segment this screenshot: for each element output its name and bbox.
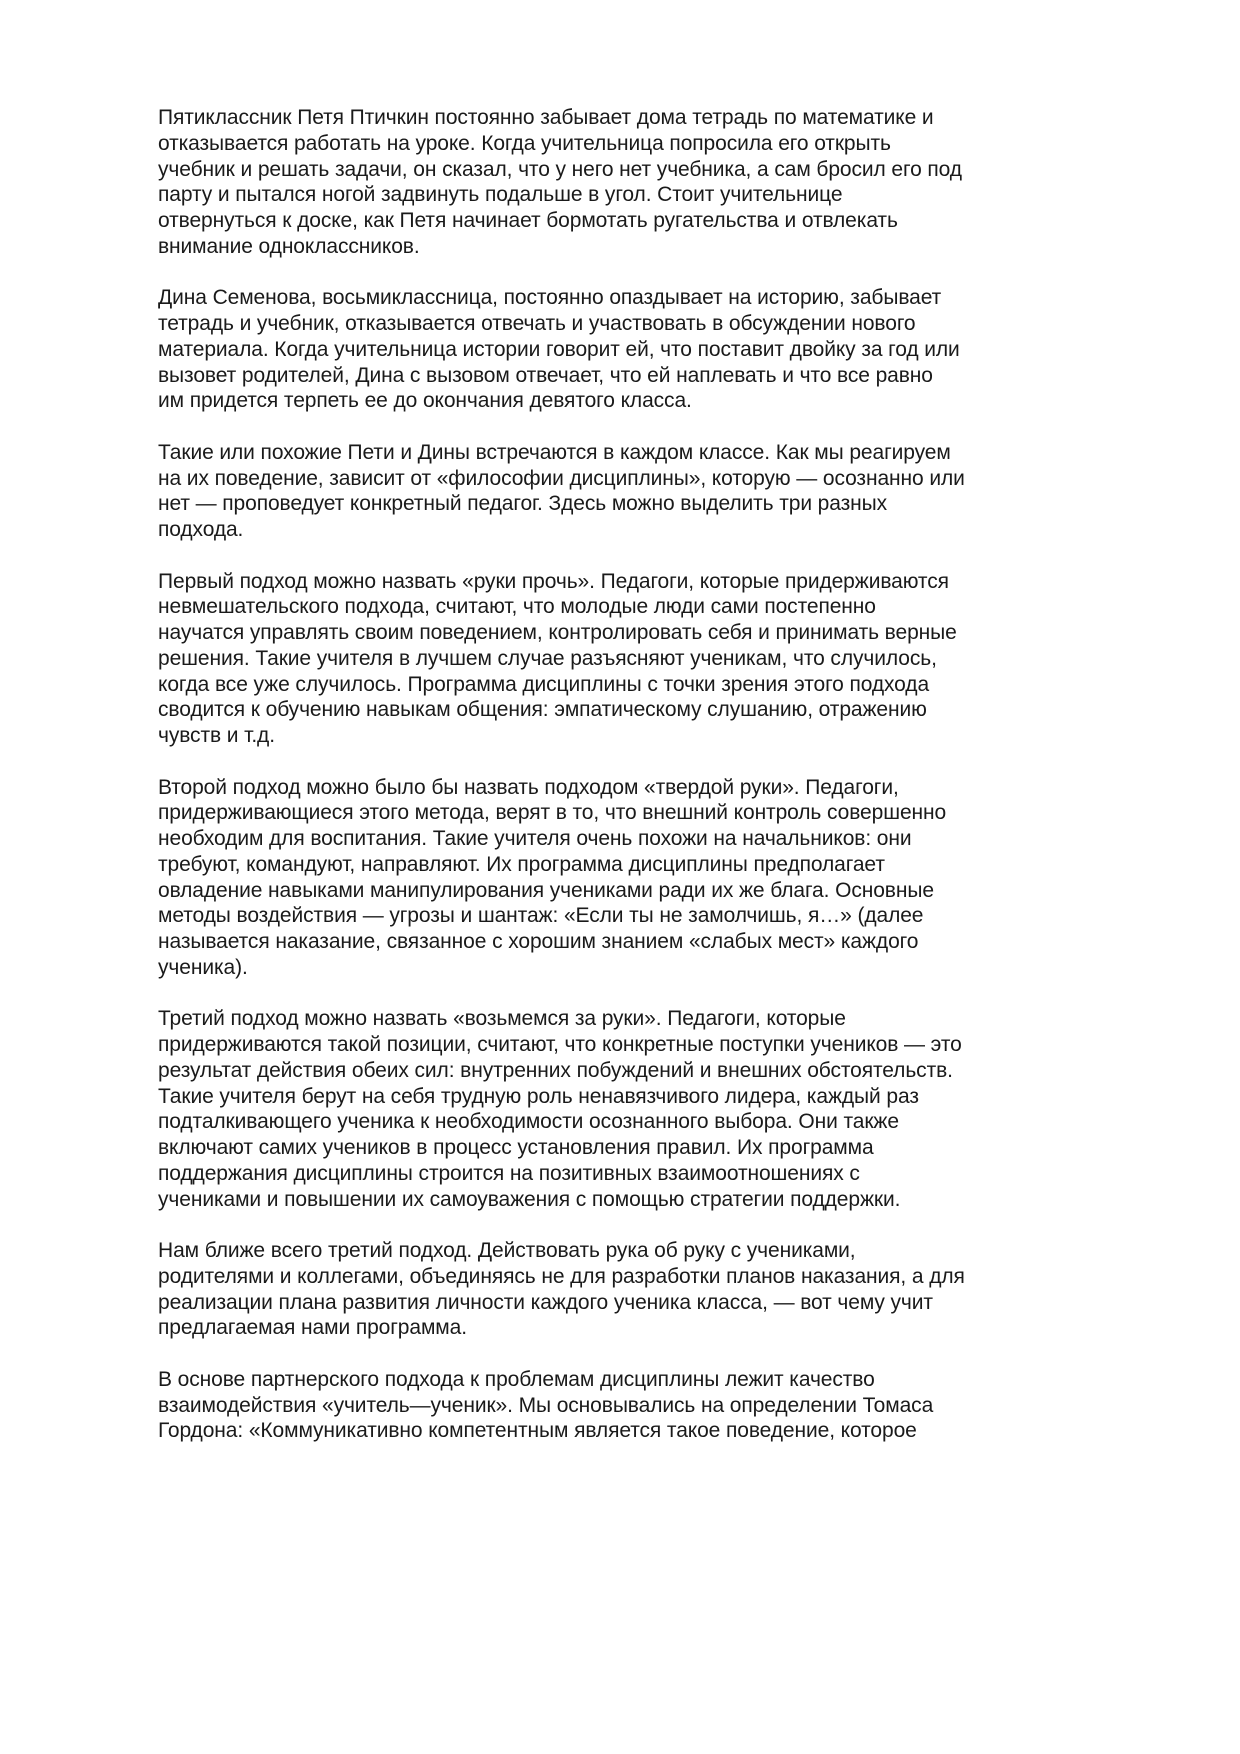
document-page (158, 105, 1158, 1470)
text-line: Гордона: «Коммуникативно компетентным является такое поведение, которое (158, 1419, 917, 1443)
text-line: Такие учителя берут на себя трудную роль ненавязчивого лидера, каждый раз (158, 1084, 919, 1108)
text-line: овладение навыками манипулирования учениками ради их же блага. Основные (158, 878, 934, 902)
text-line: требуют, командуют, направляют. Их программа дисциплины предполагает (158, 852, 885, 876)
text-line: Нам ближе всего третий подход. Действовать рука об руку с учениками, (158, 1239, 856, 1262)
text-line: учебник и решать задачи, он сказал, что у него нет учебника, а сам бросил его под (158, 157, 962, 181)
text-line: Второй подход можно было бы назвать подходом «твердой руки». Педагоги, (158, 775, 899, 799)
text-line: решения. Такие учителя в лучшем случае разъясняют ученикам, что случилось, (158, 646, 937, 670)
text-line: В основе партнерского подхода к проблемам дисциплины лежит качество (158, 1367, 875, 1391)
text-line: поддержания дисциплины строится на позитивных взаимоотношениях с (158, 1161, 860, 1185)
text-line: им придется терпеть ее до окончания девятого класса. (158, 389, 692, 413)
text-line: когда все уже случилось. Программа дисциплины с точки зрения этого подхода (158, 672, 930, 696)
text-line: внимание одноклассников. (158, 234, 420, 258)
text-line: тетрадь и учебник, отказывается отвечать и участвовать в обсуждении нового (158, 312, 916, 335)
paragraph (158, 1006, 1158, 1212)
text-line: включают самих учеников в процесс установления правил. Их программа (158, 1136, 874, 1159)
text-line: чувств и т.д. (158, 724, 275, 747)
text-line: Дина Семенова, восьмиклассница, постоянно опаздывает на историю, забывает (158, 286, 942, 310)
text-line: взаимодействия «учитель—ученик». Мы основывались на определении Томаса (158, 1393, 934, 1417)
text-line: реализации плана развития личности каждого ученика класса, — вот чему учит (158, 1290, 933, 1314)
text-line: предлагаемая нами программа. (158, 1316, 467, 1340)
paragraph (158, 105, 1158, 260)
text-line: подталкивающего ученика к необходимости осознанного выбора. Они также (158, 1110, 899, 1134)
text-line: отвернуться к доске, как Петя начинает бормотать ругательства и отвлекать (158, 209, 898, 232)
paragraph (158, 1367, 1158, 1444)
text-line: научатся управлять своим поведением, контролировать себя и принимать верные (158, 621, 957, 644)
text-line: придерживающиеся этого метода, верят в то, что внешний контроль совершенно (158, 801, 947, 825)
paragraph (158, 285, 1158, 414)
text-line: вызовет родителей, Дина с вызовом отвечает, что ей наплевать и что все равно (158, 363, 933, 387)
text-line: методы воздействия — угрозы и шантаж: «Если ты не замолчишь, я…» (далее (158, 904, 924, 928)
paragraph (158, 569, 1158, 749)
text-line: учениками и повышении их самоуважения с помощью стратегии поддержки. (158, 1187, 901, 1211)
text-line: невмешательского подхода, считают, что молодые люди сами постепенно (158, 595, 876, 619)
paragraph (158, 775, 1158, 981)
text-line: подхода. (158, 518, 244, 541)
text-line: необходим для воспитания. Такие учителя очень похожи на начальников: они (158, 827, 912, 850)
text-line: ученика). (158, 955, 248, 979)
text-line: придерживаются такой позиции, считают, что конкретные поступки учеников — это (158, 1033, 962, 1056)
text-line: парту и пытался ногой задвинуть подальше в угол. Стоит учительнице (158, 183, 843, 207)
paragraph (158, 1238, 1158, 1341)
text-line: родителями и коллегами, объединяясь не для разработки планов наказания, а для (158, 1264, 965, 1288)
text-line: отказывается работать на уроке. Когда учительница попросила его открыть (158, 131, 891, 155)
text-line: Первый подход можно назвать «руки прочь». Педагоги, которые придерживаются (158, 569, 949, 593)
text-line: Такие или похожие Пети и Дины встречаются в каждом классе. Как мы реагируем (158, 440, 951, 464)
text-line: сводится к обучению навыкам общения: эмпатическому слушанию, отражению (158, 698, 927, 722)
text-line: результат действия обеих сил: внутренних побуждений и внешних обстоятельств. (158, 1058, 953, 1082)
text-line: Третий подход можно назвать «возьмемся за руки». Педагоги, которые (158, 1007, 846, 1031)
paragraph (158, 440, 1158, 543)
text-line: нет — проповедует конкретный педагог. Здесь можно выделить три разных (158, 492, 888, 516)
text-line: Пятиклассник Петя Птичкин постоянно забывает дома тетрадь по математике и (158, 106, 934, 129)
text-line: на их поведение, зависит от «философии дисциплины», которую — осознанно или (158, 466, 965, 490)
text-line: называется наказание, связанное с хорошим знанием «слабых мест» каждого (158, 930, 919, 953)
text-line: материала. Когда учительница истории говорит ей, что поставит двойку за год или (158, 337, 960, 361)
